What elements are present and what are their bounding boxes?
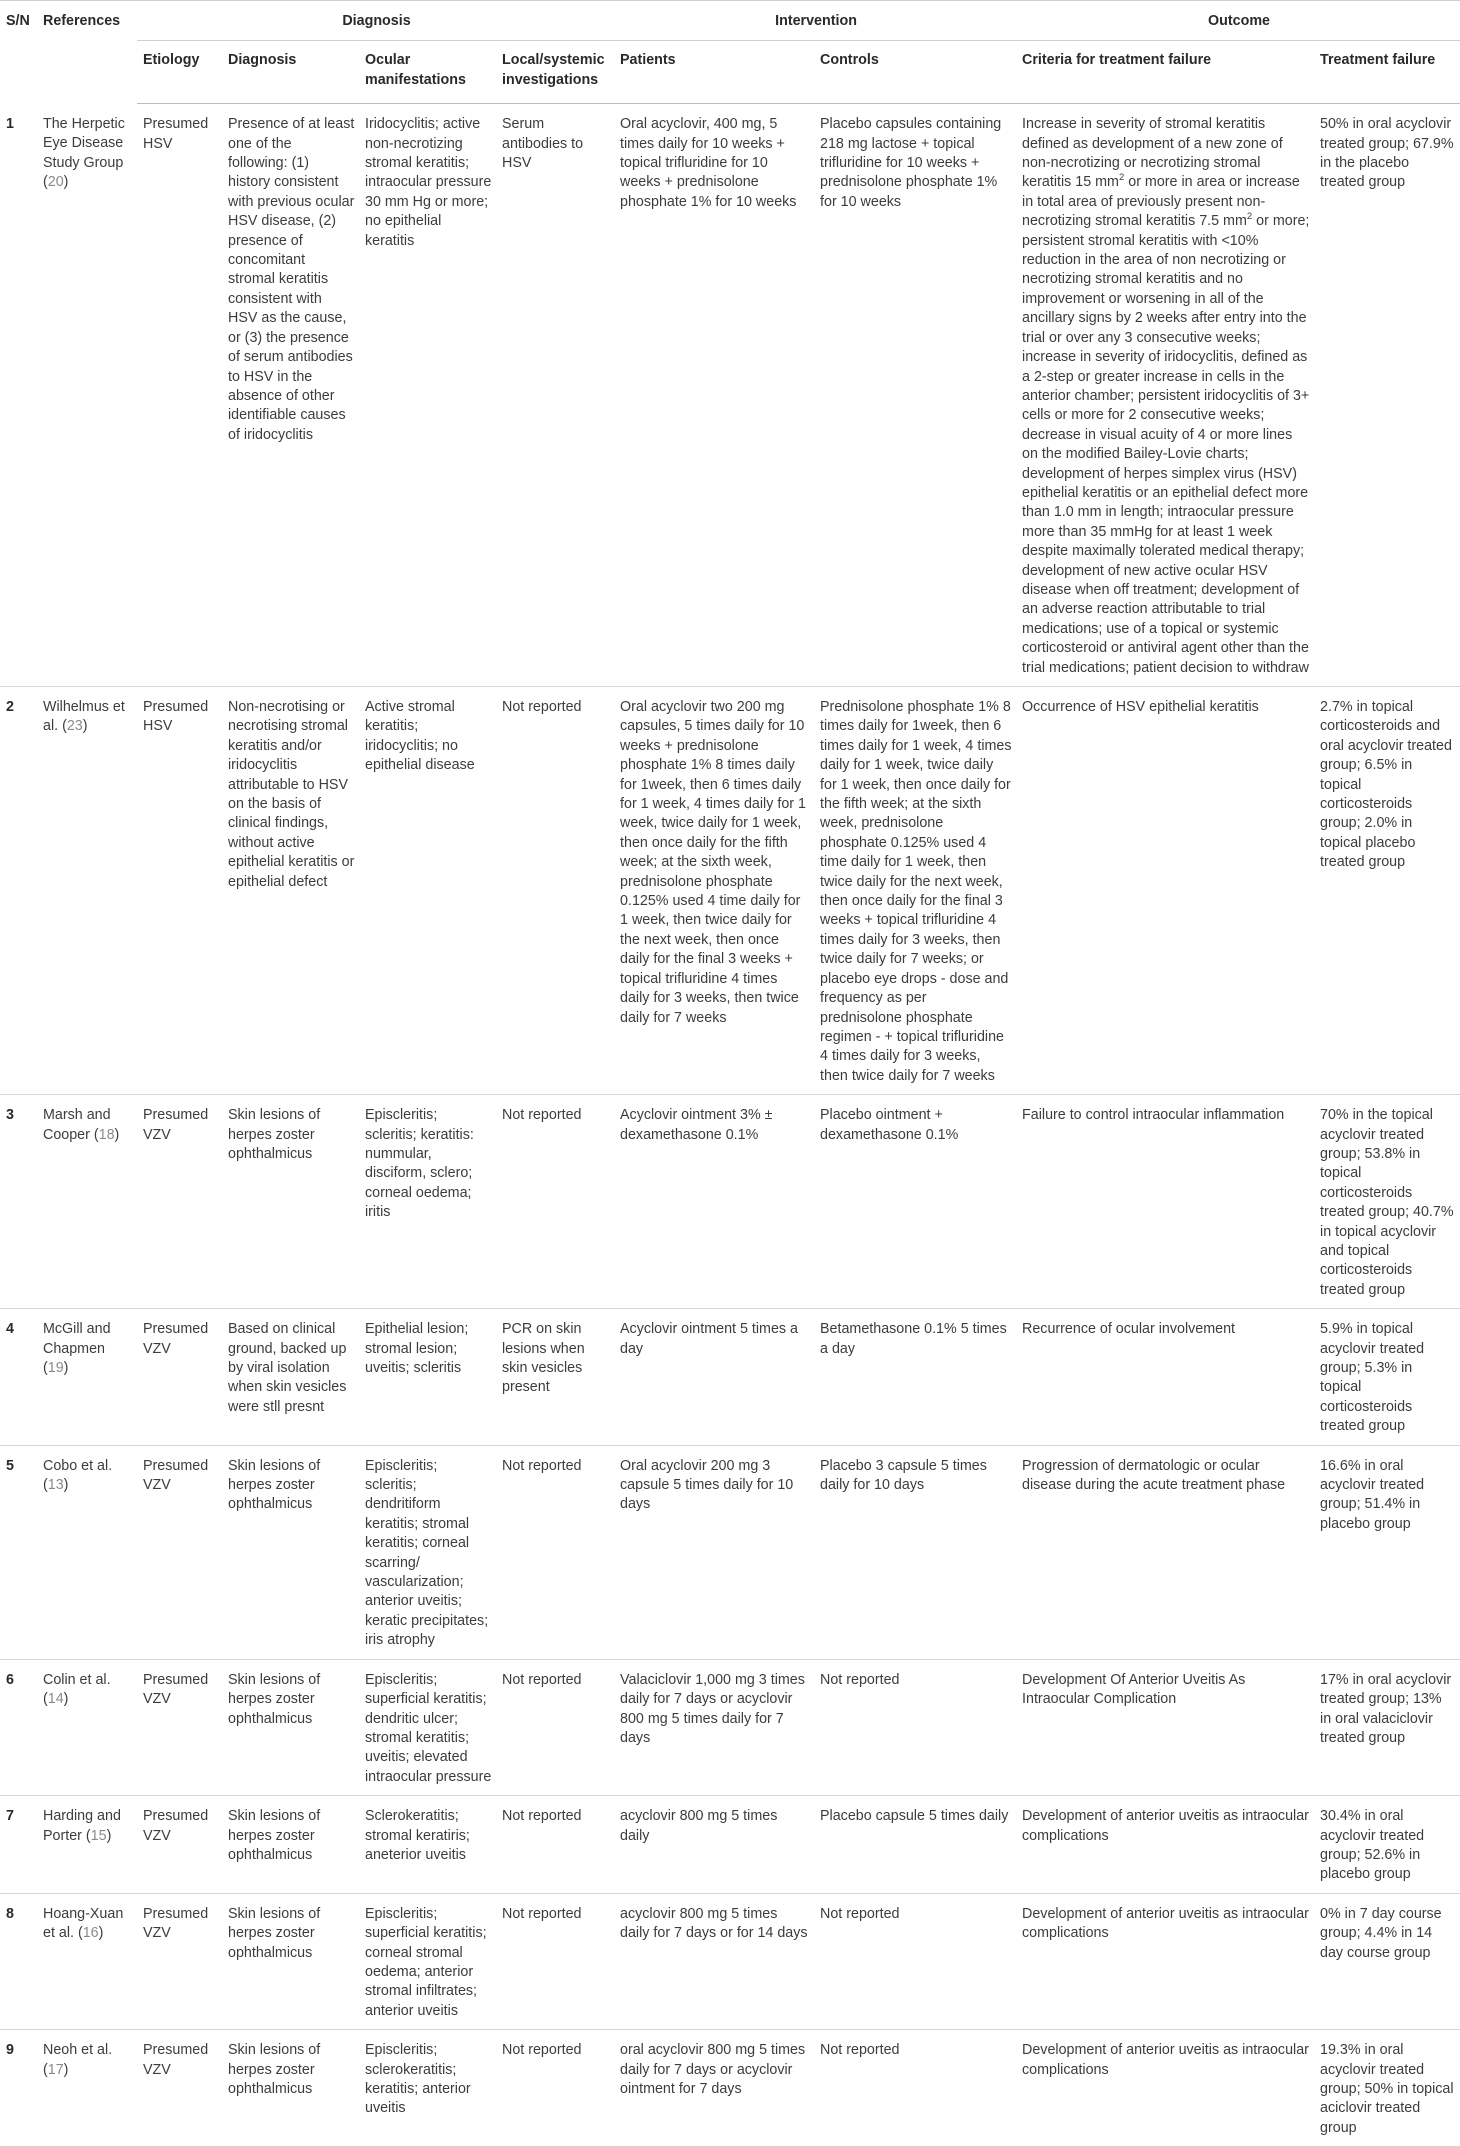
controls-cell: Not reported	[814, 1893, 1016, 2029]
reference-close: )	[82, 718, 88, 735]
reference-text: The Herpetic Eye Disease Study Group (	[43, 115, 125, 190]
patients-cell: Oral acyclovir, 400 mg, 5 times daily for 10 weeks + topical trifluridine for 10 weeks + prednisolone phosphate 1% for 10 weeks	[614, 104, 814, 687]
sn-cell: 4	[0, 1309, 37, 1445]
criteria-cell	[1016, 104, 1314, 687]
etiology-cell: Presumed VZV	[137, 1893, 222, 2029]
failure-cell: 0% in 7 day course group; 4.4% in 14 day course group	[1314, 1893, 1460, 2029]
etiology-cell: Presumed HSV	[137, 687, 222, 1095]
ocular-cell: Iridocyclitis; active non-necrotizing stromal keratitis; intraocular pressure 30 mm Hg or more; no epithelial keratitis	[359, 104, 496, 687]
reference-cell	[37, 1893, 137, 2029]
failure-cell: 50% in oral acyclovir treated group; 67.9% in the placebo treated group	[1314, 104, 1460, 687]
reference-link[interactable]: 23	[66, 718, 83, 735]
table-header	[0, 1, 1460, 104]
reference-close: )	[63, 2061, 69, 2078]
col-failure: Treatment failure	[1314, 41, 1460, 104]
reference-cell	[37, 2030, 137, 2147]
group-intervention: Intervention	[614, 1, 1016, 41]
reference-text: Harding and Porter (	[43, 1808, 121, 1844]
reference-text: Wilhelmus et al. (	[43, 699, 125, 735]
failure-cell: 30.4% in oral acyclovir treated group; 52.6% in placebo group	[1314, 1796, 1460, 1894]
failure-cell: 2.7% in topical corticosteroids and oral acyclovir treated group; 6.5% in topical corticosteroids group; 2.0% in topical placebo treated group	[1314, 687, 1460, 1095]
sn-cell: 1	[0, 104, 37, 687]
reference-close: )	[63, 1691, 69, 1708]
superscript: 2	[1118, 172, 1125, 184]
criteria-cell: Development of anterior uveitis as intraocular complications	[1016, 2030, 1314, 2147]
table-row	[0, 1659, 1460, 1795]
diagnosis-cell: Skin lesions of herpes zoster ophthalmicus	[222, 1796, 359, 1894]
sn-cell: 8	[0, 1893, 37, 2029]
diagnosis-cell: Presence of at least one of the following: (1) history consistent with previous ocular HSV disease, (2) presence of concomitant stromal keratitis consistent with HSV as the cause, or (3) the presence of serum antibodies to HSV in the absence of other identifiable causes of iridocyclitis	[222, 104, 359, 687]
reference-text: Marsh and Cooper (	[43, 1107, 111, 1143]
sn-cell: 7	[0, 1796, 37, 1894]
ocular-cell: Episcleritis; scleritis; keratitis: nummular, disciform, sclero; corneal oedema; iritis	[359, 1095, 496, 1309]
reference-cell	[37, 104, 137, 687]
etiology-cell: Presumed VZV	[137, 1095, 222, 1309]
patients-cell: Acyclovir ointment 3% ± dexamethasone 0.1%	[614, 1095, 814, 1309]
controls-cell: Not reported	[814, 1659, 1016, 1795]
reference-text: Colin et al. (	[43, 1671, 111, 1708]
criteria-text: Increase in severity of stromal keratitis defined as development of a new zone of non-necrotizing or necrotizing stromal keratitis 15 mm	[1022, 116, 1283, 191]
reference-link[interactable]: 19	[47, 1360, 64, 1376]
sn-cell: 6	[0, 1659, 37, 1795]
sn-cell: 2	[0, 687, 37, 1095]
patients-cell: Valaciclovir 1,000 mg 3 times daily for 7 days or acyclovir 800 mg 5 times daily for 7 days	[614, 1659, 814, 1795]
controls-cell: Placebo capsules containing 218 mg lactose + topical trifluridine for 10 weeks + prednisolone phosphate 1% for 10 weeks	[814, 104, 1016, 687]
controls-cell: Not reported	[814, 2030, 1016, 2147]
ocular-cell: Episcleritis; sclerokeratitis; keratitis; anterior uveitis	[359, 2030, 496, 2147]
controls-cell: Betamethasone 0.1% 5 times a day	[814, 1309, 1016, 1445]
reference-link[interactable]: 15	[90, 1827, 107, 1844]
ocular-cell: Episcleritis; superficial keratitis; dendritic ulcer; stromal keratitis; uveitis; elevated intraocular pressure	[359, 1659, 496, 1795]
failure-cell: 17% in oral acyclovir treated group; 13% in oral valaciclovir treated group	[1314, 1659, 1460, 1795]
sn-cell: 9	[0, 2030, 37, 2147]
failure-cell: 19.3% in oral acyclovir treated group; 50% in topical aciclovir treated group	[1314, 2030, 1460, 2147]
ocular-cell: Active stromal keratitis; iridocyclitis; no epithelial disease	[359, 687, 496, 1095]
col-ocular: Ocular manifestations	[359, 41, 496, 104]
col-controls: Controls	[814, 41, 1016, 104]
col-criteria: Criteria for treatment failure	[1016, 41, 1314, 104]
investigations-cell: Not reported	[496, 687, 614, 1095]
criteria-cell: Failure to control intraocular inflammation	[1016, 1095, 1314, 1309]
failure-cell: 70% in the topical acyclovir treated group; 53.8% in topical corticosteroids treated group; 40.7% in topical acyclovir and topical corticosteroids treated group	[1314, 1095, 1460, 1309]
reference-link[interactable]: 13	[47, 1477, 64, 1494]
reference-link[interactable]: 16	[82, 1925, 99, 1942]
sn-cell: 3	[0, 1095, 37, 1309]
group-outcome: Outcome	[1016, 1, 1460, 41]
ocular-cell: Epithelial lesion; stromal lesion; uveitis; scleritis	[359, 1309, 496, 1445]
diagnosis-cell: Skin lesions of herpes zoster ophthalmicus	[222, 2030, 359, 2147]
table-row	[0, 1309, 1460, 1445]
diagnosis-cell: Skin lesions of herpes zoster ophthalmicus	[222, 1659, 359, 1795]
reference-cell	[37, 1659, 137, 1795]
reference-cell	[37, 1796, 137, 1894]
reference-close: )	[98, 1925, 104, 1942]
criteria-text: or more in area or increase in total area of previously present non-necrotizing stromal keratitis 7.5 mm	[1022, 174, 1300, 230]
col-diagnosis: Diagnosis	[222, 41, 359, 104]
col-etiology: Etiology	[137, 41, 222, 104]
etiology-cell: Presumed VZV	[137, 1445, 222, 1659]
reference-close: )	[63, 173, 69, 190]
table-row	[0, 2030, 1460, 2147]
reference-cell	[37, 687, 137, 1095]
reference-link[interactable]: 17	[47, 2061, 64, 2078]
ocular-cell: Episcleritis; scleritis; dendritiform keratitis; stromal keratitis; corneal scarring/ vascularization; anterior uveitis; keratic precipitates; iris atrophy	[359, 1445, 496, 1659]
etiology-cell: Presumed VZV	[137, 2030, 222, 2147]
investigations-cell: Serum antibodies to HSV	[496, 104, 614, 687]
reference-text: McGill and Chapmen (	[43, 1321, 111, 1376]
table-row	[0, 1893, 1460, 2029]
sn-cell: 5	[0, 1445, 37, 1659]
patients-cell: acyclovir 800 mg 5 times daily for 7 days or for 14 days	[614, 1893, 814, 2029]
criteria-cell: Development Of Anterior Uveitis As Intraocular Complication	[1016, 1659, 1314, 1795]
diagnosis-cell: Skin lesions of herpes zoster ophthalmicus	[222, 1095, 359, 1309]
reference-close: )	[106, 1827, 112, 1844]
controls-cell: Placebo 3 capsule 5 times daily for 10 days	[814, 1445, 1016, 1659]
criteria-cell: Development of anterior uveitis as intraocular complications	[1016, 1893, 1314, 2029]
investigations-cell: Not reported	[496, 1659, 614, 1795]
etiology-cell: Presumed VZV	[137, 1659, 222, 1795]
reference-close: )	[63, 1477, 69, 1494]
controls-cell: Placebo capsule 5 times daily	[814, 1796, 1016, 1894]
reference-close: )	[114, 1126, 120, 1143]
criteria-cell: Occurrence of HSV epithelial keratitis	[1016, 687, 1314, 1095]
controls-cell: Prednisolone phosphate 1% 8 times daily for 1week, then 6 times daily for 1 week, 4 times daily for 1 week, twice daily for 1 week, then once daily for the fifth week; at the sixth week, prednisolone phosphate 0.125% used 4 time daily for 1 week, then twice daily for the next week, then once daily for the final 3 weeks + topical trifluridine 4 times daily for 3 weeks, then twice daily for 7 weeks; or placebo eye drops - dose and frequency as per prednisolone phosphate regimen - + topical trifluridine 4 times daily for 3 weeks, then twice daily for 7 weeks	[814, 687, 1016, 1095]
ocular-cell: Sclerokeratitis; stromal keratiris; aneterior uveitis	[359, 1796, 496, 1894]
reference-text: Neoh et al. (	[43, 2042, 113, 2078]
superscript: 2	[1246, 211, 1253, 223]
etiology-cell: Presumed HSV	[137, 104, 222, 687]
ocular-cell: Episcleritis; superficial keratitis; corneal stromal oedema; anterior stromal infiltrates; anterior uveitis	[359, 1893, 496, 2029]
table-body	[0, 104, 1460, 2147]
col-patients: Patients	[614, 41, 814, 104]
investigations-cell: PCR on skin lesions when skin vesicles present	[496, 1309, 614, 1445]
reference-link[interactable]: 14	[47, 1691, 64, 1708]
table-row	[0, 104, 1460, 687]
col-references: References	[43, 13, 121, 29]
col-sn: S/N	[6, 13, 30, 29]
reference-link[interactable]: 20	[47, 173, 64, 190]
investigations-cell: Not reported	[496, 1095, 614, 1309]
patients-cell: acyclovir 800 mg 5 times daily	[614, 1796, 814, 1894]
reference-text: Hoang-Xuan et al. (	[43, 1905, 124, 1942]
table-row	[0, 1445, 1460, 1659]
failure-cell: 5.9% in topical acyclovir treated group; 5.3% in topical corticosteroids treated group	[1314, 1309, 1460, 1445]
reference-cell	[37, 1445, 137, 1659]
table-row	[0, 687, 1460, 1095]
group-diagnosis: Diagnosis	[137, 1, 614, 41]
table-row	[0, 1095, 1460, 1309]
investigations-cell: Not reported	[496, 2030, 614, 2147]
etiology-cell: Presumed VZV	[137, 1309, 222, 1445]
patients-cell: Oral acyclovir 200 mg 3 capsule 5 times daily for 10 days	[614, 1445, 814, 1659]
reference-cell	[37, 1095, 137, 1309]
criteria-text: or more; persistent stromal keratitis with <10% reduction in the area of non necrotizing or necrotizing stromal keratitis and no improvement or worsening in all of the ancillary signs by 2 weeks after entry into the trial or over any 3 consecutive weeks; increase in severity of iridocyclitis, defined as a 2-step or greater increase in cells in the anterior chamber; persistent iridocyclitis of 3+ cells or more for 2 consecutive weeks; decrease in visual acuity of 4 or more lines on the modified Bailey-Lovie charts; development of herpes simplex virus (HSV) epithelial keratitis or an epithelial defect more than 1.0 mm in length; intraocular pressure more than 35 mmHg for at least 1 week despite maximally tolerated medical therapy; development of new active ocular HSV disease when off treatment; development of an adverse reaction attributable to trial medications; use of a topical or systemic corticosteroid or antiviral agent other than the trial medications; patient decision to withdraw	[1022, 213, 1310, 676]
etiology-cell: Presumed VZV	[137, 1796, 222, 1894]
reference-link[interactable]: 18	[98, 1126, 115, 1143]
investigations-cell: Not reported	[496, 1445, 614, 1659]
criteria-cell: Progression of dermatologic or ocular disease during the acute treatment phase	[1016, 1445, 1314, 1659]
reference-close: )	[63, 1360, 69, 1376]
reference-cell	[37, 1309, 137, 1445]
table-row	[0, 1796, 1460, 1894]
controls-cell: Placebo ointment + dexamethasone 0.1%	[814, 1095, 1016, 1309]
failure-cell: 16.6% in oral acyclovir treated group; 51.4% in placebo group	[1314, 1445, 1460, 1659]
col-investigations: Local/systemic investigations	[496, 41, 614, 104]
criteria-cell: Recurrence of ocular involvement	[1016, 1309, 1314, 1445]
patients-cell: Oral acyclovir two 200 mg capsules, 5 times daily for 10 weeks + prednisolone phosphate 1% 8 times daily for 1week, then 6 times daily for 1 week, 4 times daily for 1 week, twice daily for 1 week, then once daily for the fifth week; at the sixth week, prednisolone phosphate 0.125% used 4 time daily for 1 week, then twice daily for the next week, then once daily for the final 3 weeks + topical trifluridine 4 times daily for 3 weeks, then twice daily for 7 weeks	[614, 687, 814, 1095]
patients-cell: Acyclovir ointment 5 times a day	[614, 1309, 814, 1445]
diagnosis-cell: Non-necrotising or necrotising stromal keratitis and/or iridocyclitis attributable to HSV on the basis of clinical findings, without active epithelial keratitis or epithelial defect	[222, 687, 359, 1095]
investigations-cell: Not reported	[496, 1893, 614, 2029]
diagnosis-cell: Skin lesions of herpes zoster ophthalmicus	[222, 1445, 359, 1659]
diagnosis-cell: Skin lesions of herpes zoster ophthalmicus	[222, 1893, 359, 2029]
criteria-cell: Development of anterior uveitis as intraocular complications	[1016, 1796, 1314, 1894]
investigations-cell: Not reported	[496, 1796, 614, 1894]
diagnosis-cell: Based on clinical ground, backed up by viral isolation when skin vesicles were stll presnt	[222, 1309, 359, 1445]
patients-cell: oral acyclovir 800 mg 5 times daily for 7 days or acyclovir ointment for 7 days	[614, 2030, 814, 2147]
reference-text: Cobo et al. (	[43, 1457, 113, 1494]
